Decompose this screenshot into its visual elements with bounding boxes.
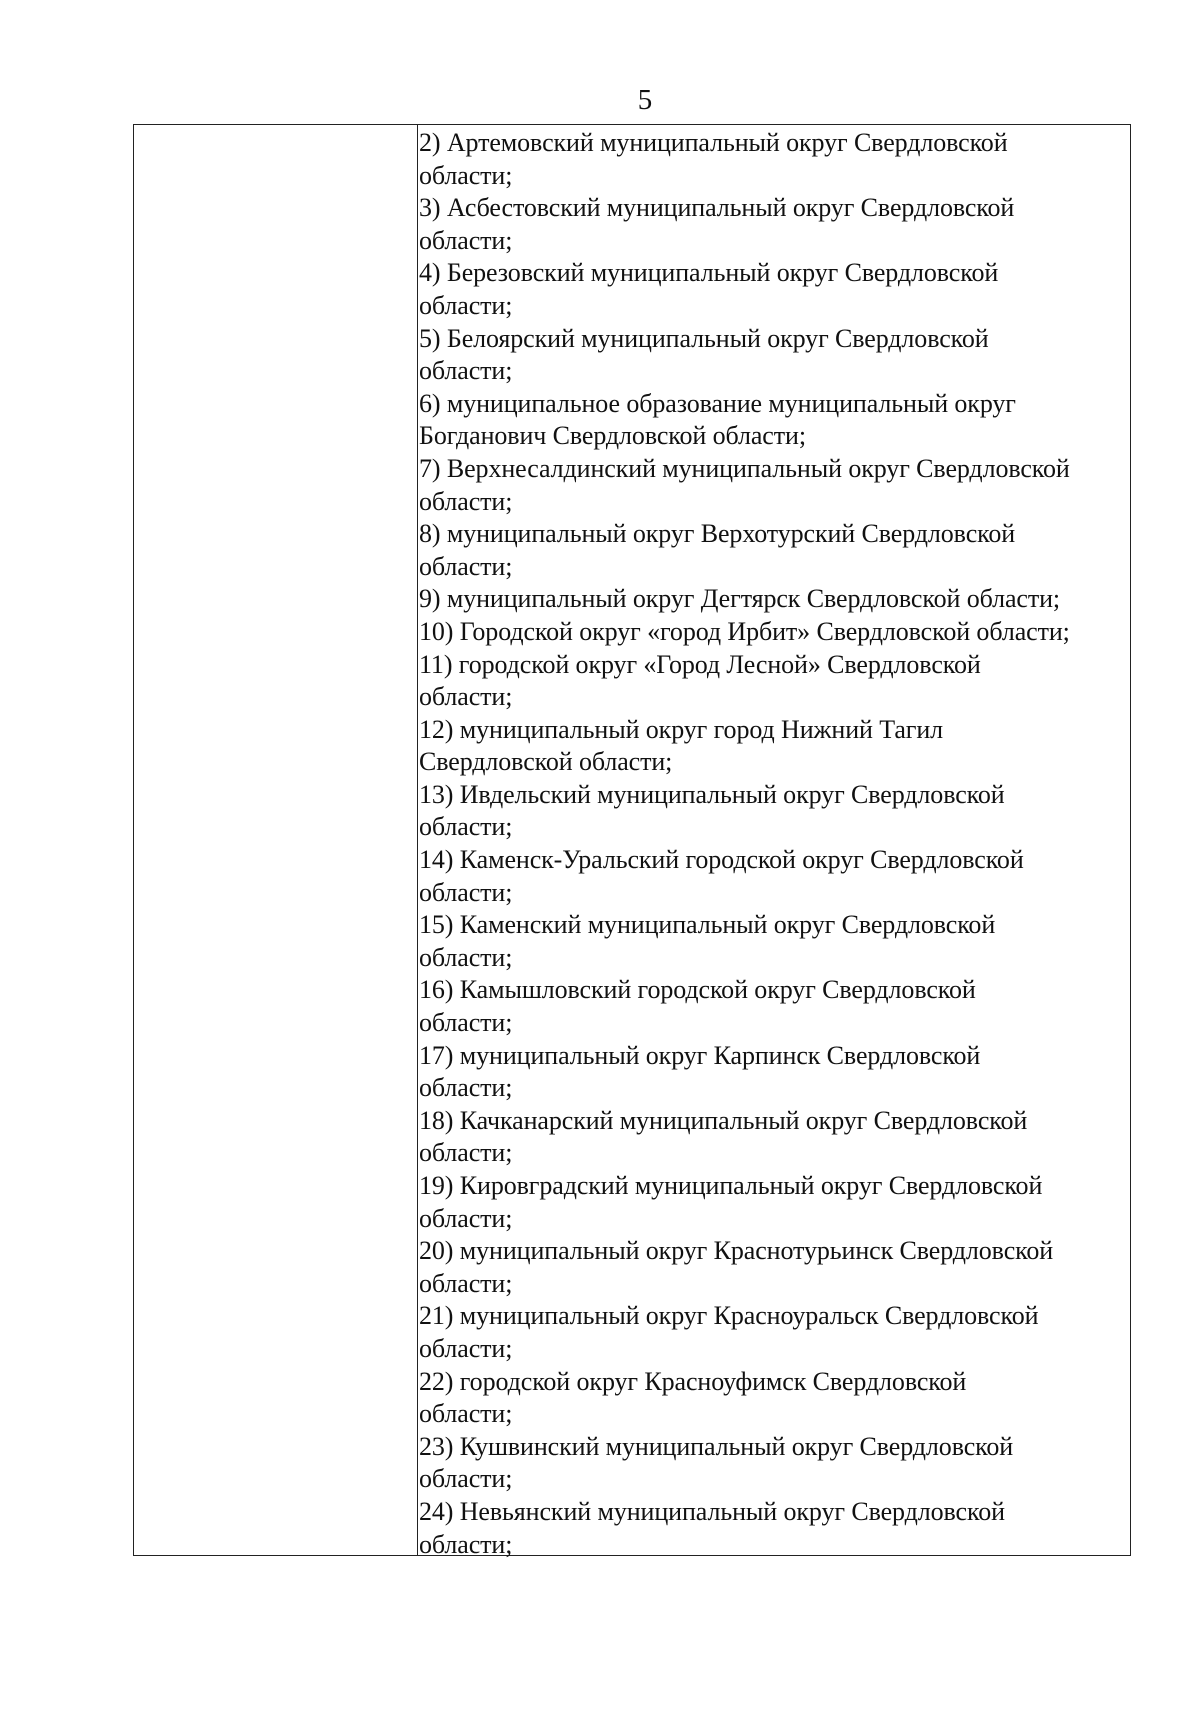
list-line: 20) муниципальный округ Краснотурьинск Свердловской xyxy=(419,1236,1054,1266)
list-line: 16) Камышловский городской округ Свердловской xyxy=(419,975,976,1005)
list-line: области; xyxy=(419,160,513,190)
list-line: области; xyxy=(419,877,513,907)
list-line: области; xyxy=(419,1529,513,1559)
list-line: области; xyxy=(419,812,513,842)
list-line: области; xyxy=(419,486,513,516)
list-line: области; xyxy=(419,356,513,386)
list-line: 18) Качканарский муниципальный округ Свердловской xyxy=(419,1105,1028,1135)
column-divider xyxy=(417,125,418,1555)
list-line: 14) Каменск-Уральский городской округ Свердловской xyxy=(419,845,1024,875)
list-line: области; xyxy=(419,1399,513,1429)
list-line: 4) Березовский муниципальный округ Свердловской xyxy=(419,258,999,288)
list-line: 21) муниципальный округ Красноуральск Свердловской xyxy=(419,1301,1039,1331)
list-line: области; xyxy=(419,942,513,972)
list-line: 7) Верхнесалдинский муниципальный округ Свердловской xyxy=(419,453,1070,483)
list-line: 22) городской округ Красноуфимск Свердловской xyxy=(419,1366,967,1396)
list-line: 6) муниципальное образование муниципальный округ xyxy=(419,388,1016,418)
municipality-list xyxy=(419,127,1130,1561)
list-line: области; xyxy=(419,682,513,712)
list-line: области; xyxy=(419,1138,513,1168)
list-line: 5) Белоярский муниципальный округ Свердловской xyxy=(419,323,989,353)
table-left-cell-empty xyxy=(134,125,417,1555)
list-line: 19) Кировградский муниципальный округ Свердловской xyxy=(419,1171,1043,1200)
list-line: 15) Каменский муниципальный округ Свердловской xyxy=(419,910,996,940)
list-line: Богданович Свердловской области; xyxy=(419,421,806,451)
list-line: 3) Асбестовский муниципальный округ Свердловской xyxy=(419,193,1015,223)
list-line: 12) муниципальный округ город Нижний Тагил xyxy=(419,714,944,744)
list-line: 2) Артемовский муниципальный округ Свердловской xyxy=(419,128,1008,157)
list-line: области; xyxy=(419,551,513,581)
list-line: области; xyxy=(419,1203,513,1233)
list-line: 8) муниципальный округ Верхотурский Свердловской xyxy=(419,519,1016,549)
list-line: области; xyxy=(419,1073,513,1103)
list-line: области; xyxy=(419,1333,513,1363)
list-line: области; xyxy=(419,1464,513,1494)
list-line: области; xyxy=(419,290,513,320)
list-line: Свердловской области; xyxy=(419,747,673,777)
page-number: 5 xyxy=(637,84,653,116)
list-line: 11) городской округ «Город Лесной» Свердловской xyxy=(419,649,981,679)
list-line: 9) муниципальный округ Дегтярск Свердловской области; xyxy=(419,584,1061,614)
list-line: 23) Кушвинский муниципальный округ Свердловской xyxy=(419,1431,1014,1461)
municipality-table xyxy=(133,124,1131,1559)
list-line: области; xyxy=(419,225,513,255)
list-line: области; xyxy=(419,1008,513,1038)
list-line: 10) Городской округ «город Ирбит» Свердловской области; xyxy=(419,616,1070,646)
list-line: области; xyxy=(419,1268,513,1298)
list-line: 17) муниципальный округ Карпинск Свердловской xyxy=(419,1040,981,1070)
list-line: 24) Невьянский муниципальный округ Свердловской xyxy=(419,1496,1005,1526)
list-line: 13) Ивдельский муниципальный округ Свердловской xyxy=(419,779,1005,809)
